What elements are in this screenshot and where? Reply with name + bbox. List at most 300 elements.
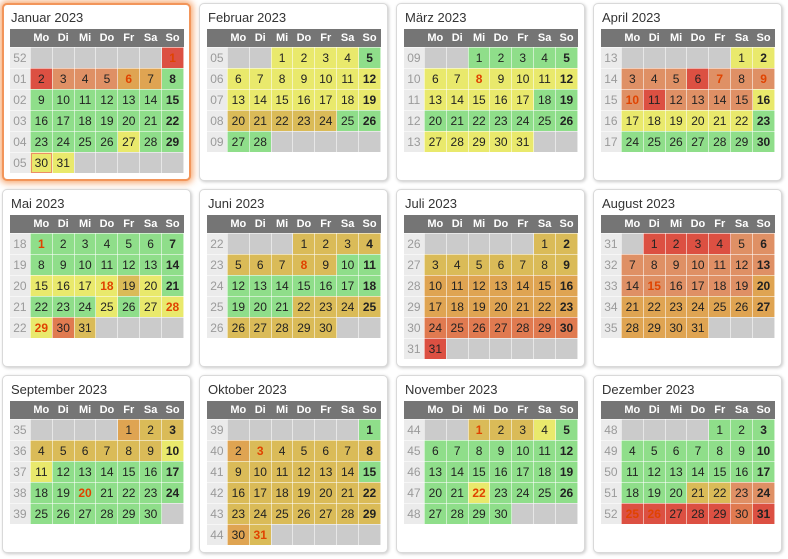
day-cell-märz-20[interactable]: 20	[424, 110, 446, 131]
day-cell-april-22[interactable]: 22	[731, 110, 753, 131]
day-cell-august-17[interactable]: 17	[687, 275, 709, 296]
day-cell-oktober-22[interactable]: 22	[359, 482, 381, 503]
day-cell-juli-30[interactable]: 30	[556, 317, 578, 338]
day-cell-märz-15[interactable]: 15	[468, 89, 490, 110]
day-cell-märz-13[interactable]: 13	[424, 89, 446, 110]
day-cell-september-13[interactable]: 13	[74, 461, 96, 482]
day-cell-dezember-31[interactable]: 31	[753, 503, 775, 524]
day-cell-august-7[interactable]: 7	[621, 254, 643, 275]
day-cell-august-18[interactable]: 18	[709, 275, 731, 296]
day-cell-november-3[interactable]: 3	[512, 419, 534, 440]
day-cell-oktober-3[interactable]: 3	[249, 440, 271, 461]
day-cell-april-29[interactable]: 29	[731, 131, 753, 152]
day-cell-juli-1[interactable]: 1	[534, 233, 556, 254]
day-cell-august-5[interactable]: 5	[731, 233, 753, 254]
day-cell-mai-4[interactable]: 4	[96, 233, 118, 254]
day-cell-mai-2[interactable]: 2	[52, 233, 74, 254]
day-cell-november-1[interactable]: 1	[468, 419, 490, 440]
day-cell-november-19[interactable]: 19	[556, 461, 578, 482]
day-cell-märz-7[interactable]: 7	[446, 68, 468, 89]
day-cell-september-28[interactable]: 28	[96, 503, 118, 524]
day-cell-mai-25[interactable]: 25	[96, 296, 118, 317]
day-cell-september-11[interactable]: 11	[30, 461, 52, 482]
day-cell-juni-30[interactable]: 30	[315, 317, 337, 338]
day-cell-november-18[interactable]: 18	[534, 461, 556, 482]
day-cell-mai-5[interactable]: 5	[118, 233, 140, 254]
day-cell-januar-28[interactable]: 28	[140, 131, 162, 152]
day-cell-april-4[interactable]: 4	[643, 68, 665, 89]
day-cell-april-21[interactable]: 21	[709, 110, 731, 131]
day-cell-februar-22[interactable]: 22	[271, 110, 293, 131]
day-cell-oktober-15[interactable]: 15	[359, 461, 381, 482]
day-cell-juli-16[interactable]: 16	[556, 275, 578, 296]
day-cell-november-30[interactable]: 30	[490, 503, 512, 524]
day-cell-juli-3[interactable]: 3	[424, 254, 446, 275]
day-cell-dezember-25[interactable]: 25	[621, 503, 643, 524]
day-cell-mai-1[interactable]: 1	[30, 233, 52, 254]
day-cell-märz-9[interactable]: 9	[490, 68, 512, 89]
day-cell-oktober-1[interactable]: 1	[359, 419, 381, 440]
day-cell-juli-12[interactable]: 12	[468, 275, 490, 296]
day-cell-september-6[interactable]: 6	[74, 440, 96, 461]
day-cell-august-23[interactable]: 23	[665, 296, 687, 317]
day-cell-dezember-16[interactable]: 16	[731, 461, 753, 482]
day-cell-april-19[interactable]: 19	[665, 110, 687, 131]
day-cell-oktober-28[interactable]: 28	[337, 503, 359, 524]
day-cell-juli-23[interactable]: 23	[556, 296, 578, 317]
day-cell-august-29[interactable]: 29	[643, 317, 665, 338]
day-cell-januar-12[interactable]: 12	[96, 89, 118, 110]
day-cell-mai-20[interactable]: 20	[140, 275, 162, 296]
day-cell-mai-24[interactable]: 24	[74, 296, 96, 317]
day-cell-september-10[interactable]: 10	[162, 440, 184, 461]
day-cell-oktober-7[interactable]: 7	[337, 440, 359, 461]
day-cell-dezember-24[interactable]: 24	[753, 482, 775, 503]
day-cell-august-15[interactable]: 15	[643, 275, 665, 296]
day-cell-januar-14[interactable]: 14	[140, 89, 162, 110]
day-cell-februar-14[interactable]: 14	[249, 89, 271, 110]
day-cell-oktober-19[interactable]: 19	[293, 482, 315, 503]
day-cell-januar-26[interactable]: 26	[96, 131, 118, 152]
day-cell-september-16[interactable]: 16	[140, 461, 162, 482]
day-cell-juni-2[interactable]: 2	[315, 233, 337, 254]
day-cell-dezember-28[interactable]: 28	[687, 503, 709, 524]
day-cell-märz-19[interactable]: 19	[556, 89, 578, 110]
day-cell-november-24[interactable]: 24	[512, 482, 534, 503]
day-cell-märz-14[interactable]: 14	[446, 89, 468, 110]
day-cell-mai-31[interactable]: 31	[74, 317, 96, 338]
day-cell-februar-26[interactable]: 26	[359, 110, 381, 131]
day-cell-februar-3[interactable]: 3	[315, 47, 337, 68]
day-cell-august-26[interactable]: 26	[731, 296, 753, 317]
day-cell-mai-3[interactable]: 3	[74, 233, 96, 254]
day-cell-dezember-4[interactable]: 4	[621, 440, 643, 461]
day-cell-august-2[interactable]: 2	[665, 233, 687, 254]
day-cell-januar-19[interactable]: 19	[96, 110, 118, 131]
day-cell-juni-1[interactable]: 1	[293, 233, 315, 254]
day-cell-september-21[interactable]: 21	[96, 482, 118, 503]
day-cell-august-8[interactable]: 8	[643, 254, 665, 275]
day-cell-august-20[interactable]: 20	[753, 275, 775, 296]
day-cell-februar-16[interactable]: 16	[293, 89, 315, 110]
day-cell-april-9[interactable]: 9	[753, 68, 775, 89]
day-cell-juli-4[interactable]: 4	[446, 254, 468, 275]
day-cell-mai-22[interactable]: 22	[30, 296, 52, 317]
day-cell-mai-11[interactable]: 11	[96, 254, 118, 275]
day-cell-april-11[interactable]: 11	[643, 89, 665, 110]
day-cell-september-9[interactable]: 9	[140, 440, 162, 461]
day-cell-dezember-3[interactable]: 3	[753, 419, 775, 440]
day-cell-juni-9[interactable]: 9	[315, 254, 337, 275]
day-cell-märz-3[interactable]: 3	[512, 47, 534, 68]
day-cell-dezember-2[interactable]: 2	[731, 419, 753, 440]
day-cell-oktober-26[interactable]: 26	[293, 503, 315, 524]
day-cell-juni-22[interactable]: 22	[293, 296, 315, 317]
day-cell-oktober-4[interactable]: 4	[271, 440, 293, 461]
day-cell-juli-28[interactable]: 28	[512, 317, 534, 338]
day-cell-juni-17[interactable]: 17	[337, 275, 359, 296]
day-cell-juli-11[interactable]: 11	[446, 275, 468, 296]
day-cell-april-1[interactable]: 1	[731, 47, 753, 68]
day-cell-september-8[interactable]: 8	[118, 440, 140, 461]
day-cell-dezember-17[interactable]: 17	[753, 461, 775, 482]
day-cell-mai-13[interactable]: 13	[140, 254, 162, 275]
day-cell-dezember-8[interactable]: 8	[709, 440, 731, 461]
day-cell-april-16[interactable]: 16	[753, 89, 775, 110]
day-cell-februar-8[interactable]: 8	[271, 68, 293, 89]
day-cell-november-23[interactable]: 23	[490, 482, 512, 503]
day-cell-september-2[interactable]: 2	[140, 419, 162, 440]
day-cell-april-10[interactable]: 10	[621, 89, 643, 110]
day-cell-dezember-20[interactable]: 20	[665, 482, 687, 503]
day-cell-oktober-25[interactable]: 25	[271, 503, 293, 524]
day-cell-juni-12[interactable]: 12	[227, 275, 249, 296]
day-cell-november-27[interactable]: 27	[424, 503, 446, 524]
day-cell-oktober-10[interactable]: 10	[249, 461, 271, 482]
day-cell-april-7[interactable]: 7	[709, 68, 731, 89]
day-cell-juli-29[interactable]: 29	[534, 317, 556, 338]
day-cell-august-4[interactable]: 4	[709, 233, 731, 254]
day-cell-september-1[interactable]: 1	[118, 419, 140, 440]
day-cell-februar-5[interactable]: 5	[359, 47, 381, 68]
day-cell-august-28[interactable]: 28	[621, 317, 643, 338]
day-cell-dezember-11[interactable]: 11	[621, 461, 643, 482]
day-cell-mai-18[interactable]: 18	[96, 275, 118, 296]
day-cell-november-6[interactable]: 6	[424, 440, 446, 461]
day-cell-oktober-18[interactable]: 18	[271, 482, 293, 503]
day-cell-juni-21[interactable]: 21	[271, 296, 293, 317]
day-cell-februar-23[interactable]: 23	[293, 110, 315, 131]
day-cell-april-12[interactable]: 12	[665, 89, 687, 110]
day-cell-juli-8[interactable]: 8	[534, 254, 556, 275]
day-cell-januar-11[interactable]: 11	[74, 89, 96, 110]
day-cell-juni-20[interactable]: 20	[249, 296, 271, 317]
day-cell-dezember-10[interactable]: 10	[753, 440, 775, 461]
day-cell-august-9[interactable]: 9	[665, 254, 687, 275]
day-cell-dezember-23[interactable]: 23	[731, 482, 753, 503]
day-cell-juni-25[interactable]: 25	[359, 296, 381, 317]
day-cell-märz-8[interactable]: 8	[468, 68, 490, 89]
day-cell-februar-15[interactable]: 15	[271, 89, 293, 110]
day-cell-august-12[interactable]: 12	[731, 254, 753, 275]
day-cell-juni-18[interactable]: 18	[359, 275, 381, 296]
day-cell-april-24[interactable]: 24	[621, 131, 643, 152]
day-cell-januar-27[interactable]: 27	[118, 131, 140, 152]
day-cell-april-13[interactable]: 13	[687, 89, 709, 110]
day-cell-april-6[interactable]: 6	[687, 68, 709, 89]
day-cell-august-19[interactable]: 19	[731, 275, 753, 296]
day-cell-januar-1[interactable]: 1	[162, 47, 184, 68]
day-cell-juli-31[interactable]: 31	[424, 338, 446, 359]
day-cell-september-19[interactable]: 19	[52, 482, 74, 503]
day-cell-juli-18[interactable]: 18	[446, 296, 468, 317]
day-cell-april-15[interactable]: 15	[731, 89, 753, 110]
day-cell-august-11[interactable]: 11	[709, 254, 731, 275]
day-cell-juli-2[interactable]: 2	[556, 233, 578, 254]
day-cell-dezember-5[interactable]: 5	[643, 440, 665, 461]
day-cell-januar-22[interactable]: 22	[162, 110, 184, 131]
day-cell-januar-29[interactable]: 29	[162, 131, 184, 152]
day-cell-september-7[interactable]: 7	[96, 440, 118, 461]
day-cell-januar-18[interactable]: 18	[74, 110, 96, 131]
day-cell-juli-24[interactable]: 24	[424, 317, 446, 338]
day-cell-juli-7[interactable]: 7	[512, 254, 534, 275]
day-cell-juli-10[interactable]: 10	[424, 275, 446, 296]
day-cell-september-14[interactable]: 14	[96, 461, 118, 482]
day-cell-märz-17[interactable]: 17	[512, 89, 534, 110]
day-cell-januar-7[interactable]: 7	[140, 68, 162, 89]
day-cell-august-14[interactable]: 14	[621, 275, 643, 296]
day-cell-juli-17[interactable]: 17	[424, 296, 446, 317]
day-cell-oktober-6[interactable]: 6	[315, 440, 337, 461]
day-cell-juli-5[interactable]: 5	[468, 254, 490, 275]
day-cell-oktober-17[interactable]: 17	[249, 482, 271, 503]
day-cell-august-16[interactable]: 16	[665, 275, 687, 296]
day-cell-märz-11[interactable]: 11	[534, 68, 556, 89]
day-cell-februar-7[interactable]: 7	[249, 68, 271, 89]
day-cell-april-5[interactable]: 5	[665, 68, 687, 89]
day-cell-juni-16[interactable]: 16	[315, 275, 337, 296]
day-cell-september-25[interactable]: 25	[30, 503, 52, 524]
day-cell-märz-16[interactable]: 16	[490, 89, 512, 110]
day-cell-juni-23[interactable]: 23	[315, 296, 337, 317]
day-cell-juni-26[interactable]: 26	[227, 317, 249, 338]
day-cell-april-3[interactable]: 3	[621, 68, 643, 89]
day-cell-juni-19[interactable]: 19	[227, 296, 249, 317]
day-cell-juli-9[interactable]: 9	[556, 254, 578, 275]
day-cell-juni-14[interactable]: 14	[271, 275, 293, 296]
day-cell-juni-10[interactable]: 10	[337, 254, 359, 275]
day-cell-januar-24[interactable]: 24	[52, 131, 74, 152]
day-cell-februar-4[interactable]: 4	[337, 47, 359, 68]
day-cell-juni-27[interactable]: 27	[249, 317, 271, 338]
day-cell-april-2[interactable]: 2	[753, 47, 775, 68]
day-cell-juni-24[interactable]: 24	[337, 296, 359, 317]
day-cell-januar-15[interactable]: 15	[162, 89, 184, 110]
day-cell-mai-28[interactable]: 28	[162, 296, 184, 317]
day-cell-februar-20[interactable]: 20	[227, 110, 249, 131]
day-cell-august-13[interactable]: 13	[753, 254, 775, 275]
day-cell-märz-21[interactable]: 21	[446, 110, 468, 131]
day-cell-dezember-7[interactable]: 7	[687, 440, 709, 461]
day-cell-januar-6[interactable]: 6	[118, 68, 140, 89]
day-cell-september-4[interactable]: 4	[30, 440, 52, 461]
day-cell-februar-12[interactable]: 12	[359, 68, 381, 89]
day-cell-juli-6[interactable]: 6	[490, 254, 512, 275]
day-cell-november-25[interactable]: 25	[534, 482, 556, 503]
day-cell-juni-5[interactable]: 5	[227, 254, 249, 275]
day-cell-november-28[interactable]: 28	[446, 503, 468, 524]
day-cell-september-18[interactable]: 18	[30, 482, 52, 503]
day-cell-mai-29[interactable]: 29	[30, 317, 52, 338]
day-cell-märz-30[interactable]: 30	[490, 131, 512, 152]
day-cell-februar-18[interactable]: 18	[337, 89, 359, 110]
day-cell-märz-31[interactable]: 31	[512, 131, 534, 152]
day-cell-oktober-9[interactable]: 9	[227, 461, 249, 482]
day-cell-märz-10[interactable]: 10	[512, 68, 534, 89]
day-cell-oktober-29[interactable]: 29	[359, 503, 381, 524]
day-cell-oktober-16[interactable]: 16	[227, 482, 249, 503]
day-cell-mai-30[interactable]: 30	[52, 317, 74, 338]
day-cell-juni-11[interactable]: 11	[359, 254, 381, 275]
day-cell-februar-9[interactable]: 9	[293, 68, 315, 89]
day-cell-juni-13[interactable]: 13	[249, 275, 271, 296]
day-cell-august-3[interactable]: 3	[687, 233, 709, 254]
day-cell-april-20[interactable]: 20	[687, 110, 709, 131]
day-cell-mai-12[interactable]: 12	[118, 254, 140, 275]
day-cell-mai-7[interactable]: 7	[162, 233, 184, 254]
day-cell-august-30[interactable]: 30	[665, 317, 687, 338]
day-cell-november-22[interactable]: 22	[468, 482, 490, 503]
day-cell-september-26[interactable]: 26	[52, 503, 74, 524]
day-cell-august-31[interactable]: 31	[687, 317, 709, 338]
day-cell-märz-26[interactable]: 26	[556, 110, 578, 131]
day-cell-januar-23[interactable]: 23	[30, 131, 52, 152]
day-cell-märz-2[interactable]: 2	[490, 47, 512, 68]
day-cell-mai-8[interactable]: 8	[30, 254, 52, 275]
day-cell-oktober-14[interactable]: 14	[337, 461, 359, 482]
day-cell-februar-25[interactable]: 25	[337, 110, 359, 131]
day-cell-november-5[interactable]: 5	[556, 419, 578, 440]
day-cell-november-4[interactable]: 4	[534, 419, 556, 440]
day-cell-oktober-21[interactable]: 21	[337, 482, 359, 503]
day-cell-dezember-19[interactable]: 19	[643, 482, 665, 503]
day-cell-januar-8[interactable]: 8	[162, 68, 184, 89]
day-cell-dezember-14[interactable]: 14	[687, 461, 709, 482]
day-cell-september-29[interactable]: 29	[118, 503, 140, 524]
day-cell-januar-25[interactable]: 25	[74, 131, 96, 152]
day-cell-dezember-15[interactable]: 15	[709, 461, 731, 482]
day-cell-februar-10[interactable]: 10	[315, 68, 337, 89]
day-cell-dezember-13[interactable]: 13	[665, 461, 687, 482]
day-cell-oktober-2[interactable]: 2	[227, 440, 249, 461]
day-cell-november-11[interactable]: 11	[534, 440, 556, 461]
day-cell-dezember-21[interactable]: 21	[687, 482, 709, 503]
day-cell-november-29[interactable]: 29	[468, 503, 490, 524]
day-cell-dezember-1[interactable]: 1	[709, 419, 731, 440]
day-cell-april-8[interactable]: 8	[731, 68, 753, 89]
day-cell-dezember-12[interactable]: 12	[643, 461, 665, 482]
day-cell-juli-22[interactable]: 22	[534, 296, 556, 317]
day-cell-juni-28[interactable]: 28	[271, 317, 293, 338]
day-cell-dezember-26[interactable]: 26	[643, 503, 665, 524]
day-cell-november-15[interactable]: 15	[468, 461, 490, 482]
day-cell-juli-27[interactable]: 27	[490, 317, 512, 338]
day-cell-september-20[interactable]: 20	[74, 482, 96, 503]
day-cell-september-12[interactable]: 12	[52, 461, 74, 482]
day-cell-august-27[interactable]: 27	[753, 296, 775, 317]
day-cell-märz-25[interactable]: 25	[534, 110, 556, 131]
day-cell-oktober-27[interactable]: 27	[315, 503, 337, 524]
day-cell-september-15[interactable]: 15	[118, 461, 140, 482]
day-cell-oktober-13[interactable]: 13	[315, 461, 337, 482]
day-cell-juli-19[interactable]: 19	[468, 296, 490, 317]
day-cell-november-26[interactable]: 26	[556, 482, 578, 503]
day-cell-september-24[interactable]: 24	[162, 482, 184, 503]
day-cell-februar-6[interactable]: 6	[227, 68, 249, 89]
day-cell-oktober-5[interactable]: 5	[293, 440, 315, 461]
day-cell-januar-10[interactable]: 10	[52, 89, 74, 110]
day-cell-mai-10[interactable]: 10	[74, 254, 96, 275]
day-cell-august-25[interactable]: 25	[709, 296, 731, 317]
day-cell-april-30[interactable]: 30	[753, 131, 775, 152]
day-cell-juli-26[interactable]: 26	[468, 317, 490, 338]
day-cell-september-17[interactable]: 17	[162, 461, 184, 482]
day-cell-januar-2[interactable]: 2	[30, 68, 52, 89]
day-cell-dezember-9[interactable]: 9	[731, 440, 753, 461]
day-cell-juli-14[interactable]: 14	[512, 275, 534, 296]
day-cell-juni-8[interactable]: 8	[293, 254, 315, 275]
day-cell-januar-20[interactable]: 20	[118, 110, 140, 131]
day-cell-juli-13[interactable]: 13	[490, 275, 512, 296]
day-cell-april-28[interactable]: 28	[709, 131, 731, 152]
day-cell-september-23[interactable]: 23	[140, 482, 162, 503]
day-cell-mai-23[interactable]: 23	[52, 296, 74, 317]
day-cell-juni-4[interactable]: 4	[359, 233, 381, 254]
day-cell-mai-9[interactable]: 9	[52, 254, 74, 275]
day-cell-juni-7[interactable]: 7	[271, 254, 293, 275]
day-cell-mai-26[interactable]: 26	[118, 296, 140, 317]
day-cell-mai-21[interactable]: 21	[162, 275, 184, 296]
day-cell-juni-29[interactable]: 29	[293, 317, 315, 338]
day-cell-oktober-12[interactable]: 12	[293, 461, 315, 482]
day-cell-dezember-6[interactable]: 6	[665, 440, 687, 461]
day-cell-februar-28[interactable]: 28	[249, 131, 271, 152]
day-cell-november-21[interactable]: 21	[446, 482, 468, 503]
day-cell-september-27[interactable]: 27	[74, 503, 96, 524]
day-cell-dezember-30[interactable]: 30	[731, 503, 753, 524]
day-cell-juni-15[interactable]: 15	[293, 275, 315, 296]
day-cell-oktober-23[interactable]: 23	[227, 503, 249, 524]
day-cell-november-2[interactable]: 2	[490, 419, 512, 440]
day-cell-märz-24[interactable]: 24	[512, 110, 534, 131]
day-cell-februar-11[interactable]: 11	[337, 68, 359, 89]
day-cell-august-21[interactable]: 21	[621, 296, 643, 317]
day-cell-dezember-22[interactable]: 22	[709, 482, 731, 503]
day-cell-april-17[interactable]: 17	[621, 110, 643, 131]
day-cell-mai-19[interactable]: 19	[118, 275, 140, 296]
day-cell-april-27[interactable]: 27	[687, 131, 709, 152]
day-cell-september-30[interactable]: 30	[140, 503, 162, 524]
day-cell-november-13[interactable]: 13	[424, 461, 446, 482]
day-cell-dezember-29[interactable]: 29	[709, 503, 731, 524]
day-cell-juni-3[interactable]: 3	[337, 233, 359, 254]
day-cell-märz-29[interactable]: 29	[468, 131, 490, 152]
day-cell-märz-1[interactable]: 1	[468, 47, 490, 68]
day-cell-november-16[interactable]: 16	[490, 461, 512, 482]
day-cell-märz-27[interactable]: 27	[424, 131, 446, 152]
day-cell-februar-1[interactable]: 1	[271, 47, 293, 68]
